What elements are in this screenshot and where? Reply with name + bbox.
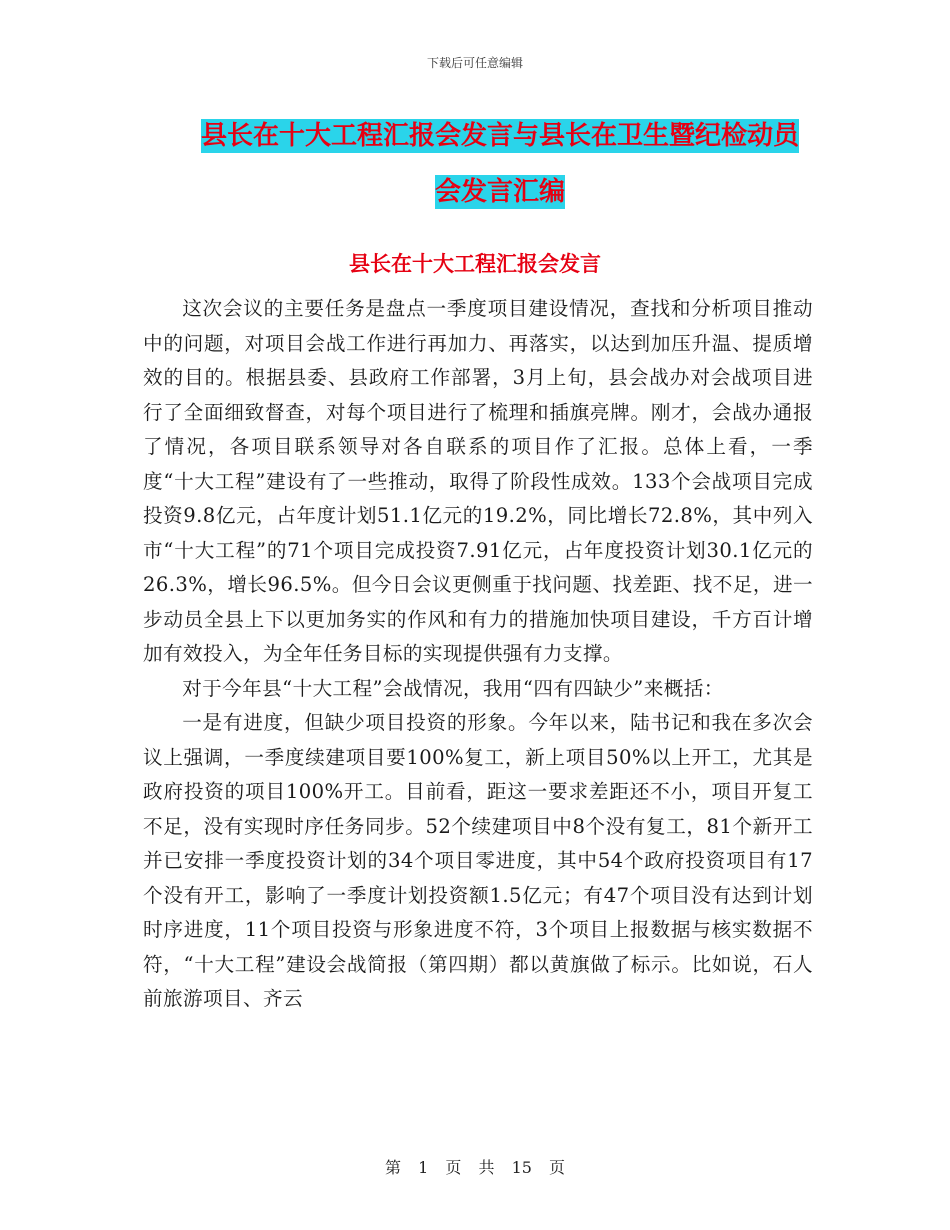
title-line-1: 县长在十大工程汇报会发言与县长在卫生暨纪检动员 — [200, 121, 799, 151]
footer-suffix: 页 — [549, 1158, 566, 1177]
body-text — [143, 292, 813, 1017]
footer-total-pages: 15 — [511, 1158, 532, 1177]
paragraph: 这次会议的主要任务是盘点一季度项目建设情况，查找和分析项目推动中的问题，对项目会战工作进行再加力、再落实，以达到加压升温、提质增效的目的。根据县委、县政府工作部署，3月上旬，县会战办对会战项目进行了全面细致督查，对每个项目进行了梳理和插旗亮牌。刚才，会战办通报了情况，各项目联系领导对各自联系的项目作了汇报。总体上看，一季度“十大工程”建设有了一些推动，取得了阶段性成效。133个会战项目完成投资9.8亿元，占年度计划51.1亿元的19.2%，同比增长72.8%，其中列入市“十大工程”的71个项目完成投资7.91亿元，占年度投资计划30.1亿元的26.3%，增长96.5%。但今日会议更侧重于找问题、找差距、找不足，进一步动员全县上下以更加务实的作风和有力的措施加快项目建设，千方百计增加有效投入，为全年任务目标的实现提供强有力支撑。 — [143, 297, 813, 665]
footer-page-word: 页 — [445, 1158, 462, 1177]
page-footer — [0, 1155, 950, 1178]
document-title — [150, 108, 850, 220]
footer-total-word: 共 — [478, 1158, 495, 1177]
footer-page-number: 1 — [418, 1158, 429, 1177]
paragraph: 对于今年县“十大工程”会战情况，我用“四有四缺少”来概括： — [182, 676, 724, 700]
footer-prefix: 第 — [384, 1158, 401, 1177]
title-line-2: 会发言汇编 — [434, 177, 565, 207]
section-title: 县长在十大工程汇报会发言 — [349, 252, 601, 276]
header-note: 下载后可任意编辑 — [426, 56, 523, 70]
paragraph: 一是有进度，但缺少项目投资的形象。今年以来，陆书记和我在多次会议上强调，一季度续建项目要100%复工，新上项目50%以上开工，尤其是政府投资的项目100%开工。目前看，距这一要求差距还不小，项目开复工不足，没有实现时序任务同步。52个续建项目中8个没有复工，81个新开工并已安排一季度投资计划的34个项目零进度，其中54个政府投资项目有17个没有开工，影响了一季度计划投资额1.5亿元；有47个项目没有达到计划时序进度，11个项目投资与形象进度不符，3个项目上报数据与核实数据不符，“十大工程”建设会战简报（第四期）都以黄旗做了标示。比如说，石人前旅游项目、齐云 — [143, 711, 813, 1010]
